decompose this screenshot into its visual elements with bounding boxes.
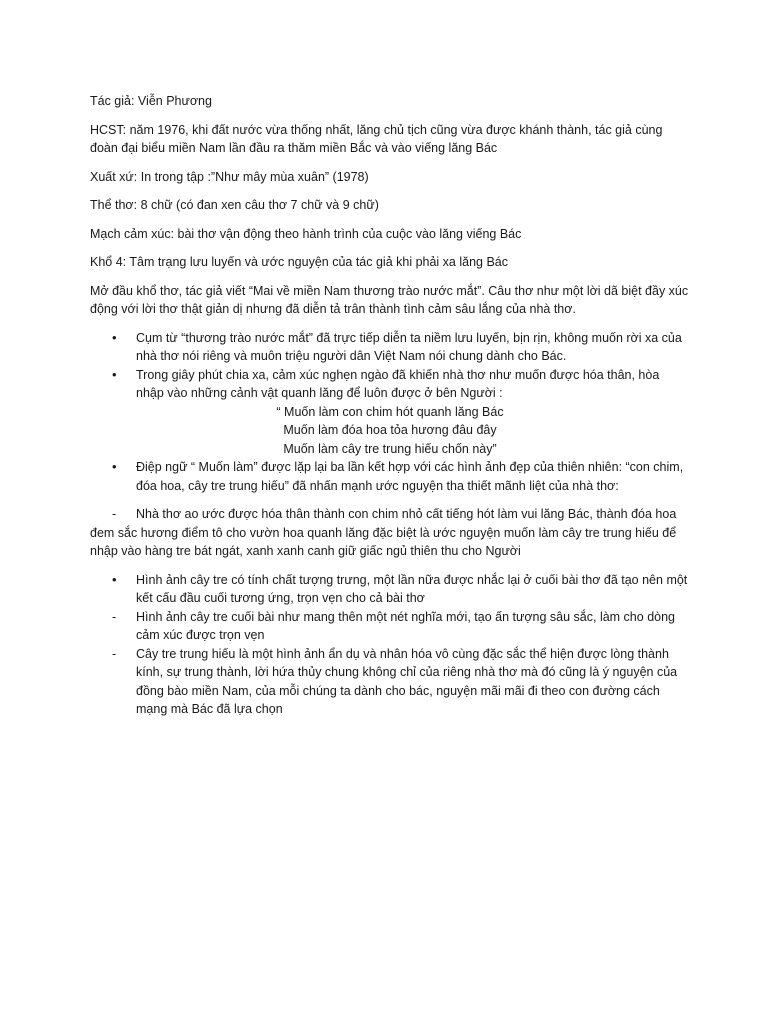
dash-icon (112, 608, 124, 627)
poem-line: Muốn làm đóa hoa tỏa hương đâu đây (283, 423, 497, 437)
poem-form-line: Thể thơ: 8 chữ (có đan xen câu thơ 7 chữ và 9 chữ) (90, 198, 379, 212)
list-item-text: Trong giây phút chia xa, cảm xúc nghẹn ngào đã khiến nhà thơ như muốn được hóa thân, hòa nhập vào những cảnh vật quanh lăng để luôn được ở bên Người : (136, 367, 660, 400)
list-item (90, 608, 690, 645)
mixed-list-bamboo (90, 571, 690, 719)
origin-line: Xuất xứ: In trong tập :”Như mây mùa xuân” (1978) (90, 169, 369, 184)
emotion-flow-line: Mạch cảm xúc: bài thơ vận động theo hành trình của cuộc vào lăng viếng Bác (90, 226, 522, 241)
list-item (90, 366, 690, 459)
bullet-icon (112, 366, 124, 385)
composition-context: HCST: năm 1976, khi đất nước vừa thống nhất, lăng chủ tịch cũng vừa được khánh thành, tác giả cùng đoàn đại biểu miền Nam lần đầu ra thăm miền Bắc và vào viếng lăng Bác (90, 122, 663, 155)
bullet-list-analysis (90, 329, 690, 496)
author-line: Tác giả: Viễn Phương (90, 94, 212, 108)
dash-icon (112, 645, 124, 664)
poem-line: Muốn làm cây tre trung hiếu chốn này” (283, 441, 497, 456)
document-page (90, 92, 690, 729)
dash-paragraph (90, 505, 690, 561)
bullet-icon (112, 458, 124, 477)
bullet-icon (112, 329, 124, 348)
bullet-icon (112, 571, 124, 590)
list-item-text: Cây tre trung hiếu là một hình ảnh ẩn dụ và nhân hóa vô cùng đặc sắc thể hiện được lòng thành kính, sự trung thành, lời hứa thủy chung không chỉ của riêng nhà thơ mà đó cũng là ý nguyện của đồng bào miền Nam, của mỗi chúng ta dành cho bác, nguyện mãi mãi đi theo con đường cách mạng mà Bác đã lựa chọn (136, 646, 678, 716)
list-item (90, 458, 690, 495)
list-item (90, 645, 690, 719)
dash-icon: - (112, 507, 117, 521)
stanza-intro-paragraph: Mở đầu khổ thơ, tác giả viết “Mai về miền Nam thương trào nước mắt”. Câu thơ như một lời dã biệt đầy xúc động với lời thơ thật giản dị nhưng đã diễn tả trân thành tình cảm sâu lắng của nhà thơ. (90, 283, 689, 316)
list-item (90, 329, 690, 366)
list-item-text: Cụm từ “thương trào nước mắt” đã trực tiếp diễn ta niềm lưu luyến, bịn rịn, không muốn rời xa của nhà thơ nói riêng và muôn triệu người dân Việt Nam nói chung dành cho Bác. (136, 330, 682, 363)
list-item-text: Hình ảnh cây tre có tính chất tượng trưng, một lần nữa được nhắc lại ở cuối bài thơ đã tạo nên một kết cấu đầu cuối tương ứng, trọn vẹn cho cả bài thơ (136, 572, 688, 605)
poem-line: “ Muốn làm con chim hót quanh lăng Bác (276, 404, 504, 419)
dash-paragraph-text: Nhà thơ ao ước được hóa thân thành con chim nhỏ cất tiếng hót làm vui lăng Bác, thành đóa hoa đem sắc hương điểm tô cho vườn hoa quanh lăng đặc biệt là ước nguyện muốn làm cây tre trung hiếu để nhập vào hàng tre bát ngát, xanh xanh canh giữ giấc ngủ thiên thu cho Người (90, 507, 677, 558)
list-item-text: Điệp ngữ “ Muốn làm” được lặp lại ba lần kết hợp với các hình ảnh đẹp của thiên nhiên: “con chim, đóa hoa, cây tre trung hiếu” đã nhấn mạnh ước nguyện tha thiết mãnh liệt của nhà thơ: (136, 460, 684, 493)
poem-quote (90, 403, 690, 459)
stanza-4-heading: Khổ 4: Tâm trạng lưu luyến và ước nguyện của tác giả khi phải xa lăng Bác (90, 255, 508, 269)
list-item (90, 571, 690, 608)
list-item-text: Hình ảnh cây tre cuối bài như mang thên một nét nghĩa mới, tạo ấn tượng sâu sắc, làm cho dòng cảm xúc được trọn vẹn (136, 609, 675, 642)
